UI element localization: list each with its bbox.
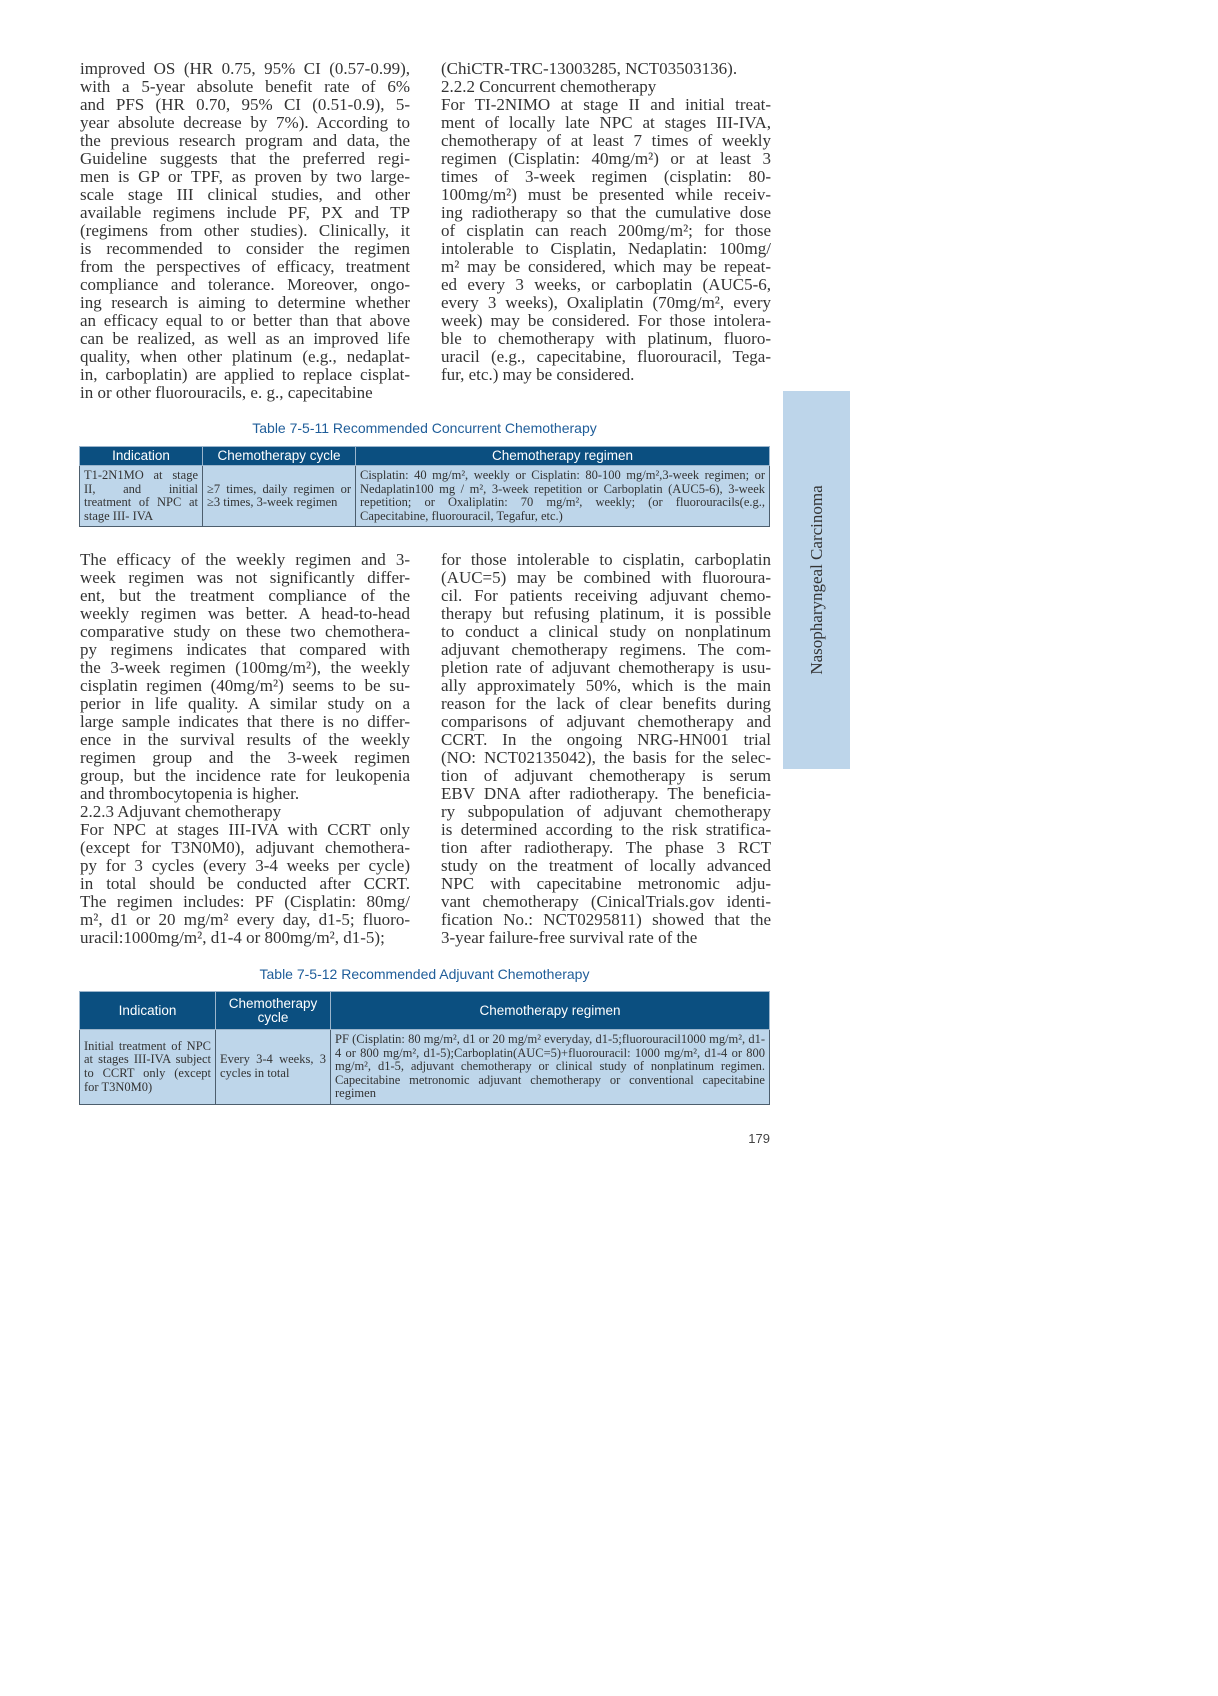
text-line: is determined according to the risk stratifica- <box>441 821 771 839</box>
text-line: py for 3 cycles (every 3-4 weeks per cycle) <box>80 857 410 875</box>
table-row <box>80 466 770 527</box>
text-line: the previous research program and data, the <box>80 132 410 150</box>
text-line: regimen group and the 3-week regimen <box>80 749 410 767</box>
text-line: the 3-week regimen (100mg/m²), the weekly <box>80 659 410 677</box>
text-line: For NPC at stages III-IVA with CCRT only <box>80 821 410 839</box>
page-number: 179 <box>748 1131 770 1146</box>
header-indication: Indication <box>80 447 203 466</box>
text-line: 3-year failure-free survival rate of the <box>441 929 698 947</box>
text-line: ed every 3 weeks, or carboplatin (AUC5-6, <box>441 276 771 294</box>
text-line: year absolute decrease by 7%). According to <box>80 114 410 132</box>
text-line: CCRT. In the ongoing NRG-HN001 trial <box>441 731 771 749</box>
text-line: chemotherapy of at least 7 times of weekly <box>441 132 771 150</box>
table2-caption: Table 7-5-12 Recommended Adjuvant Chemotherapy <box>259 966 590 982</box>
cell-cycle: ≥7 times, daily regimen or ≥3 times, 3-week regimen <box>203 466 356 527</box>
cell-regimen: Cisplatin: 40 mg/m², weekly or Cisplatin: 80-100 mg/m²,3-week regimen; or Nedaplatin100 mg / m², 3-week repetition or Carboplatin (AUC5-6), 3-week repetition; or Oxaliplatin: 70 mg/m², weekly; (or fluorouracils(e.g., Capecitabine, fluorouracil, Tegafur, etc.) <box>356 466 770 527</box>
text-line: (regimens from other studies). Clinically, it <box>80 222 410 240</box>
table-row <box>80 1030 770 1105</box>
text-line: in total should be conducted after CCRT. <box>80 875 410 893</box>
chapter-side-tab-label: Nasopharyngeal Carcinoma <box>806 485 826 675</box>
text-line: cisplatin regimen (40mg/m²) seems to be su- <box>80 677 410 695</box>
text-line: compliance and tolerance. Moreover, ongo- <box>80 276 410 294</box>
text-line: tion after radiotherapy. The phase 3 RCT <box>441 839 771 857</box>
cell-indication: T1-2N1MO at stage II, and initial treatment of NPC at stage III- IVA <box>80 466 203 527</box>
cell-cycle: Every 3-4 weeks, 3 cycles in total <box>216 1030 331 1105</box>
text-line: ent, but the treatment compliance of the <box>80 587 410 605</box>
text-line: large sample indicates that there is no differ- <box>80 713 410 731</box>
text-column-top-right <box>441 60 771 384</box>
text-line: m² may be considered, which may be repeat- <box>441 258 771 276</box>
text-column-top-left <box>80 60 410 402</box>
text-line: is recommended to consider the regimen <box>80 240 410 258</box>
text-line: NPC with capecitabine metronomic adju- <box>441 875 771 893</box>
text-line: fur, etc.) may be considered. <box>441 366 635 384</box>
header-indication: Indication <box>80 992 216 1030</box>
text-line: uracil (e.g., capecitabine, fluorouracil, Tega- <box>441 348 771 366</box>
text-line: 2.2.2 Concurrent chemotherapy <box>441 78 657 96</box>
text-line: (AUC=5) may be combined with fluoroura- <box>441 569 771 587</box>
cell-regimen: PF (Cisplatin: 80 mg/m², d1 or 20 mg/m² everyday, d1-5;fluorouracil1000 mg/m², d1-4 or 800 mg/m², d1-5);Carboplatin(AUC=5)+fluorouracil: 1000 mg/m², d1-4 or 800 mg/m², d1-5, adjuvant chemotherapy or clinical study of nonplatinum regimen. Capecitabine metronomic adjuvant chemotherapy or conventional capecitabine regimen <box>331 1030 770 1105</box>
text-line: (NO: NCT02135042), the basis for the selec- <box>441 749 771 767</box>
text-line: For TI-2NIMO at stage II and initial treat- <box>441 96 771 114</box>
text-line: and PFS (HR 0.70, 95% CI (0.51-0.9), 5- <box>80 96 410 114</box>
text-line: with a 5-year absolute benefit rate of 6% <box>80 78 410 96</box>
text-line: ry subpopulation of adjuvant chemotherapy <box>441 803 771 821</box>
text-line: ally approximately 50%, which is the main <box>441 677 771 695</box>
text-line: vant chemotherapy (CinicalTrials.gov identi- <box>441 893 771 911</box>
text-line: for those intolerable to cisplatin, carboplatin <box>441 551 771 569</box>
text-line: quality, when other platinum (e.g., nedaplat- <box>80 348 410 366</box>
text-line: comparative study on these two chemothera- <box>80 623 410 641</box>
text-line: comparisons of adjuvant chemotherapy and <box>441 713 771 731</box>
table-adjuvant-chemotherapy <box>79 991 770 1105</box>
text-line: from the perspectives of efficacy, treatment <box>80 258 410 276</box>
text-column-bottom-right <box>441 551 771 947</box>
table1-caption: Table 7-5-11 Recommended Concurrent Chemotherapy <box>252 420 597 436</box>
text-line: regimen (Cisplatin: 40mg/m²) or at least 3 <box>441 150 771 168</box>
text-line: every 3 weeks), Oxaliplatin (70mg/m², every <box>441 294 771 312</box>
text-line: reason for the lack of clear benefits during <box>441 695 771 713</box>
text-line: improved OS (HR 0.75, 95% CI (0.57-0.99), <box>80 60 410 78</box>
text-line: men is GP or TPF, as proven by two large- <box>80 168 410 186</box>
text-line: perior in life quality. A similar study on a <box>80 695 410 713</box>
text-line: in or other fluorouracils, e. g., capecitabine <box>80 384 373 402</box>
text-line: py regimens indicates that compared with <box>80 641 410 659</box>
text-line: ble to chemotherapy with platinum, fluoro- <box>441 330 771 348</box>
text-line: week regimen was not significantly differ- <box>80 569 410 587</box>
text-line: intolerable to Cisplatin, Nedaplatin: 100mg/ <box>441 240 771 258</box>
text-line: therapy but refusing platinum, it is possible <box>441 605 771 623</box>
text-line: in, carboplatin) are applied to replace cisplat- <box>80 366 410 384</box>
text-line: tion of adjuvant chemotherapy is serum <box>441 767 771 785</box>
text-line: 100mg/m²) must be presented while receiv- <box>441 186 771 204</box>
text-line: study on the treatment of locally advanced <box>441 857 771 875</box>
text-line: group, but the incidence rate for leukopenia <box>80 767 410 785</box>
text-line: week) may be considered. For those intolera- <box>441 312 771 330</box>
text-line: ence in the survival results of the weekly <box>80 731 410 749</box>
text-line: and thrombocytopenia is higher. <box>80 785 300 803</box>
text-line: 2.2.3 Adjuvant chemotherapy <box>80 803 282 821</box>
text-line: of cisplatin can reach 200mg/m²; for those <box>441 222 771 240</box>
text-line: ing research is aiming to determine whether <box>80 294 410 312</box>
text-line: The efficacy of the weekly regimen and 3- <box>80 551 410 569</box>
text-line: to conduct a clinical study on nonplatinum <box>441 623 771 641</box>
text-line: Guideline suggests that the preferred regi- <box>80 150 410 168</box>
text-line: weekly regimen was better. A head-to-head <box>80 605 410 623</box>
text-line: fication No.: NCT0295811) showed that the <box>441 911 771 929</box>
text-line: The regimen includes: PF (Cisplatin: 80mg/ <box>80 893 410 911</box>
cell-indication: Initial treatment of NPC at stages III-IVA subject to CCRT only (except for T3N0M0) <box>80 1030 216 1105</box>
text-line: uracil:1000mg/m², d1-4 or 800mg/m², d1-5); <box>80 929 385 947</box>
text-line: can be realized, as well as an improved life <box>80 330 410 348</box>
text-line: cil. For patients receiving adjuvant chemo- <box>441 587 771 605</box>
text-column-bottom-left <box>80 551 410 947</box>
table-header-row <box>80 992 770 1030</box>
text-line: an efficacy equal to or better than that above <box>80 312 410 330</box>
text-line: EBV DNA after radiotherapy. The beneficia- <box>441 785 771 803</box>
text-line: scale stage III clinical studies, and other <box>80 186 410 204</box>
header-cycle: Chemotherapy cycle <box>203 447 356 466</box>
table-concurrent-chemotherapy <box>79 446 770 527</box>
text-line: (ChiCTR-TRC-13003285, NCT03503136). <box>441 60 738 78</box>
text-line: pletion rate of adjuvant chemotherapy is usu- <box>441 659 771 677</box>
text-line: m², d1 or 20 mg/m² every day, d1-5; fluoro- <box>80 911 410 929</box>
header-regimen: Chemotherapy regimen <box>331 992 770 1030</box>
text-line: available regimens include PF, PX and TP <box>80 204 410 222</box>
text-line: times of 3-week regimen (cisplatin: 80- <box>441 168 771 186</box>
header-regimen: Chemotherapy regimen <box>356 447 770 466</box>
text-line: ment of locally late NPC at stages III-IVA, <box>441 114 771 132</box>
table-header-row <box>80 447 770 466</box>
text-line: adjuvant chemotherapy regimens. The com- <box>441 641 771 659</box>
header-cycle: Chemotherapy cycle <box>216 992 331 1030</box>
chapter-side-tab <box>783 391 850 769</box>
text-line: ing radiotherapy so that the cumulative dose <box>441 204 771 222</box>
text-line: (except for T3N0M0), adjuvant chemothera- <box>80 839 410 857</box>
